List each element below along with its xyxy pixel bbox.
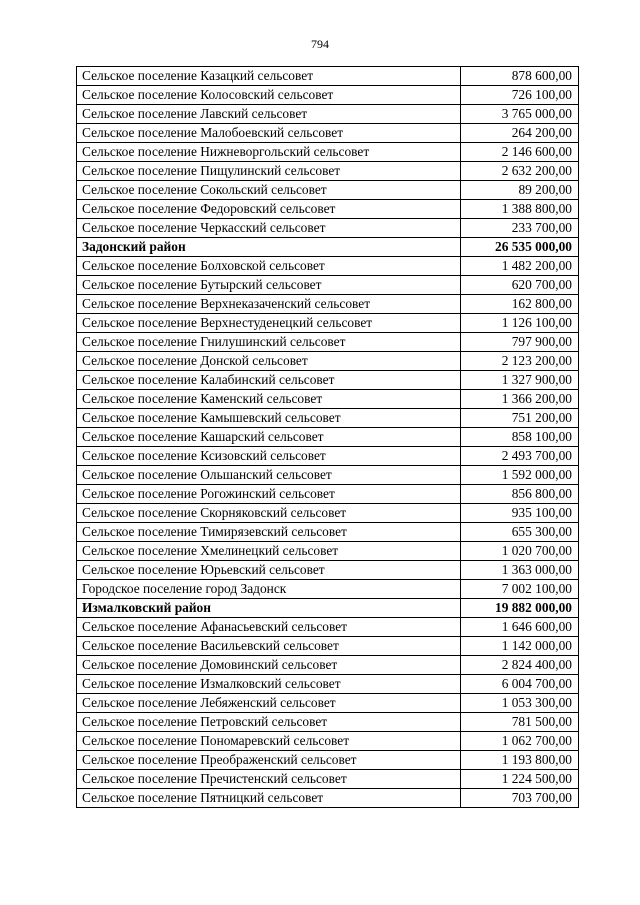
settlement-amount: 726 100,00 [461,86,579,105]
settlement-amount: 3 765 000,00 [461,105,579,124]
settlement-name: Сельское поселение Верхнеказаченский сельсовет [77,295,461,314]
settlement-amount: 1 646 600,00 [461,618,579,637]
table-row [77,390,579,409]
settlement-name: Сельское поселение Рогожинский сельсовет [77,485,461,504]
settlement-amount: 2 632 200,00 [461,162,579,181]
table-row [77,447,579,466]
settlement-name: Сельское поселение Домовинский сельсовет [77,656,461,675]
settlement-name: Сельское поселение Донской сельсовет [77,352,461,371]
settlement-amount: 797 900,00 [461,333,579,352]
table-row [77,333,579,352]
settlement-amount: 1 193 800,00 [461,751,579,770]
settlement-name: Сельское поселение Пречистенский сельсовет [77,770,461,789]
district-name: Задонский район [77,238,461,257]
settlement-name: Городское поселение город Задонск [77,580,461,599]
table-row [77,181,579,200]
table-row [77,618,579,637]
table-row [77,656,579,675]
settlement-amount: 781 500,00 [461,713,579,732]
settlement-amount: 878 600,00 [461,67,579,86]
settlement-amount: 1 020 700,00 [461,542,579,561]
settlement-name: Сельское поселение Верхнестуденецкий сельсовет [77,314,461,333]
table-row [77,143,579,162]
settlement-amount: 751 200,00 [461,409,579,428]
table-row [77,485,579,504]
settlement-name: Сельское поселение Ксизовский сельсовет [77,447,461,466]
settlement-name: Сельское поселение Малобоевский сельсовет [77,124,461,143]
settlement-amount: 6 004 700,00 [461,675,579,694]
table-row [77,523,579,542]
settlement-amount: 1 224 500,00 [461,770,579,789]
settlement-amount: 858 100,00 [461,428,579,447]
table-row [77,86,579,105]
table-row [77,713,579,732]
table-row [77,314,579,333]
settlement-amount: 264 200,00 [461,124,579,143]
table-row [77,428,579,447]
table-row [77,257,579,276]
settlement-name: Сельское поселение Юрьевский сельсовет [77,561,461,580]
district-total-row [77,238,579,257]
settlement-amount: 935 100,00 [461,504,579,523]
settlement-name: Сельское поселение Кашарский сельсовет [77,428,461,447]
table-row [77,409,579,428]
table-row [77,105,579,124]
settlement-name: Сельское поселение Пищулинский сельсовет [77,162,461,181]
table-row [77,770,579,789]
settlement-name: Сельское поселение Преображенский сельсовет [77,751,461,770]
settlement-amount: 89 200,00 [461,181,579,200]
table-row [77,675,579,694]
settlement-amount: 655 300,00 [461,523,579,542]
table-row [77,371,579,390]
settlement-amount: 2 824 400,00 [461,656,579,675]
settlement-name: Сельское поселение Пономаревский сельсовет [77,732,461,751]
settlement-name: Сельское поселение Черкасский сельсовет [77,219,461,238]
settlement-amount: 1 327 900,00 [461,371,579,390]
table-row [77,694,579,713]
settlement-name: Сельское поселение Лебяженский сельсовет [77,694,461,713]
table-row [77,580,579,599]
settlement-amount: 620 700,00 [461,276,579,295]
district-total-amount: 19 882 000,00 [461,599,579,618]
settlement-amount: 1 053 300,00 [461,694,579,713]
district-total-amount: 26 535 000,00 [461,238,579,257]
settlement-name: Сельское поселение Сокольский сельсовет [77,181,461,200]
settlement-name: Сельское поселение Васильевский сельсовет [77,637,461,656]
settlement-amount: 2 123 200,00 [461,352,579,371]
settlement-amount: 233 700,00 [461,219,579,238]
settlement-amount: 1 126 100,00 [461,314,579,333]
settlement-name: Сельское поселение Хмелинецкий сельсовет [77,542,461,561]
settlement-amount: 7 002 100,00 [461,580,579,599]
settlement-name: Сельское поселение Измалковский сельсовет [77,675,461,694]
table-row [77,542,579,561]
table-row [77,124,579,143]
settlement-amount: 2 146 600,00 [461,143,579,162]
settlement-name: Сельское поселение Пятницкий сельсовет [77,789,461,808]
table-row [77,162,579,181]
settlement-amount: 1 482 200,00 [461,257,579,276]
settlement-name: Сельское поселение Федоровский сельсовет [77,200,461,219]
budget-table [76,66,579,808]
settlement-name: Сельское поселение Калабинский сельсовет [77,371,461,390]
settlement-name: Сельское поселение Гнилушинский сельсовет [77,333,461,352]
settlement-name: Сельское поселение Болховской сельсовет [77,257,461,276]
settlement-amount: 1 142 000,00 [461,637,579,656]
settlement-name: Сельское поселение Колосовский сельсовет [77,86,461,105]
settlement-name: Сельское поселение Ольшанский сельсовет [77,466,461,485]
settlement-amount: 1 363 000,00 [461,561,579,580]
table-row [77,219,579,238]
settlement-amount: 856 800,00 [461,485,579,504]
table-row [77,67,579,86]
table-row [77,732,579,751]
settlement-name: Сельское поселение Бутырский сельсовет [77,276,461,295]
table-row [77,466,579,485]
table-row [77,295,579,314]
district-total-row [77,599,579,618]
table-row [77,504,579,523]
settlement-amount: 1 388 800,00 [461,200,579,219]
table-row [77,751,579,770]
settlement-name: Сельское поселение Петровский сельсовет [77,713,461,732]
settlement-name: Сельское поселение Скорняковский сельсовет [77,504,461,523]
settlement-amount: 1 062 700,00 [461,732,579,751]
table-row [77,352,579,371]
table-row [77,276,579,295]
settlement-name: Сельское поселение Тимирязевский сельсовет [77,523,461,542]
settlement-amount: 2 493 700,00 [461,447,579,466]
table-row [77,200,579,219]
settlement-name: Сельское поселение Каменский сельсовет [77,390,461,409]
settlement-amount: 1 366 200,00 [461,390,579,409]
budget-table-body [77,67,579,808]
district-name: Измалковский район [77,599,461,618]
table-row [77,637,579,656]
settlement-amount: 703 700,00 [461,789,579,808]
settlement-name: Сельское поселение Нижневоргольский сельсовет [77,143,461,162]
table-row [77,789,579,808]
settlement-name: Сельское поселение Афанасьевский сельсовет [77,618,461,637]
settlement-amount: 162 800,00 [461,295,579,314]
settlement-amount: 1 592 000,00 [461,466,579,485]
settlement-name: Сельское поселение Казацкий сельсовет [77,67,461,86]
settlement-name: Сельское поселение Лавский сельсовет [77,105,461,124]
page-number: 794 [311,37,329,51]
settlement-name: Сельское поселение Камышевский сельсовет [77,409,461,428]
table-row [77,561,579,580]
